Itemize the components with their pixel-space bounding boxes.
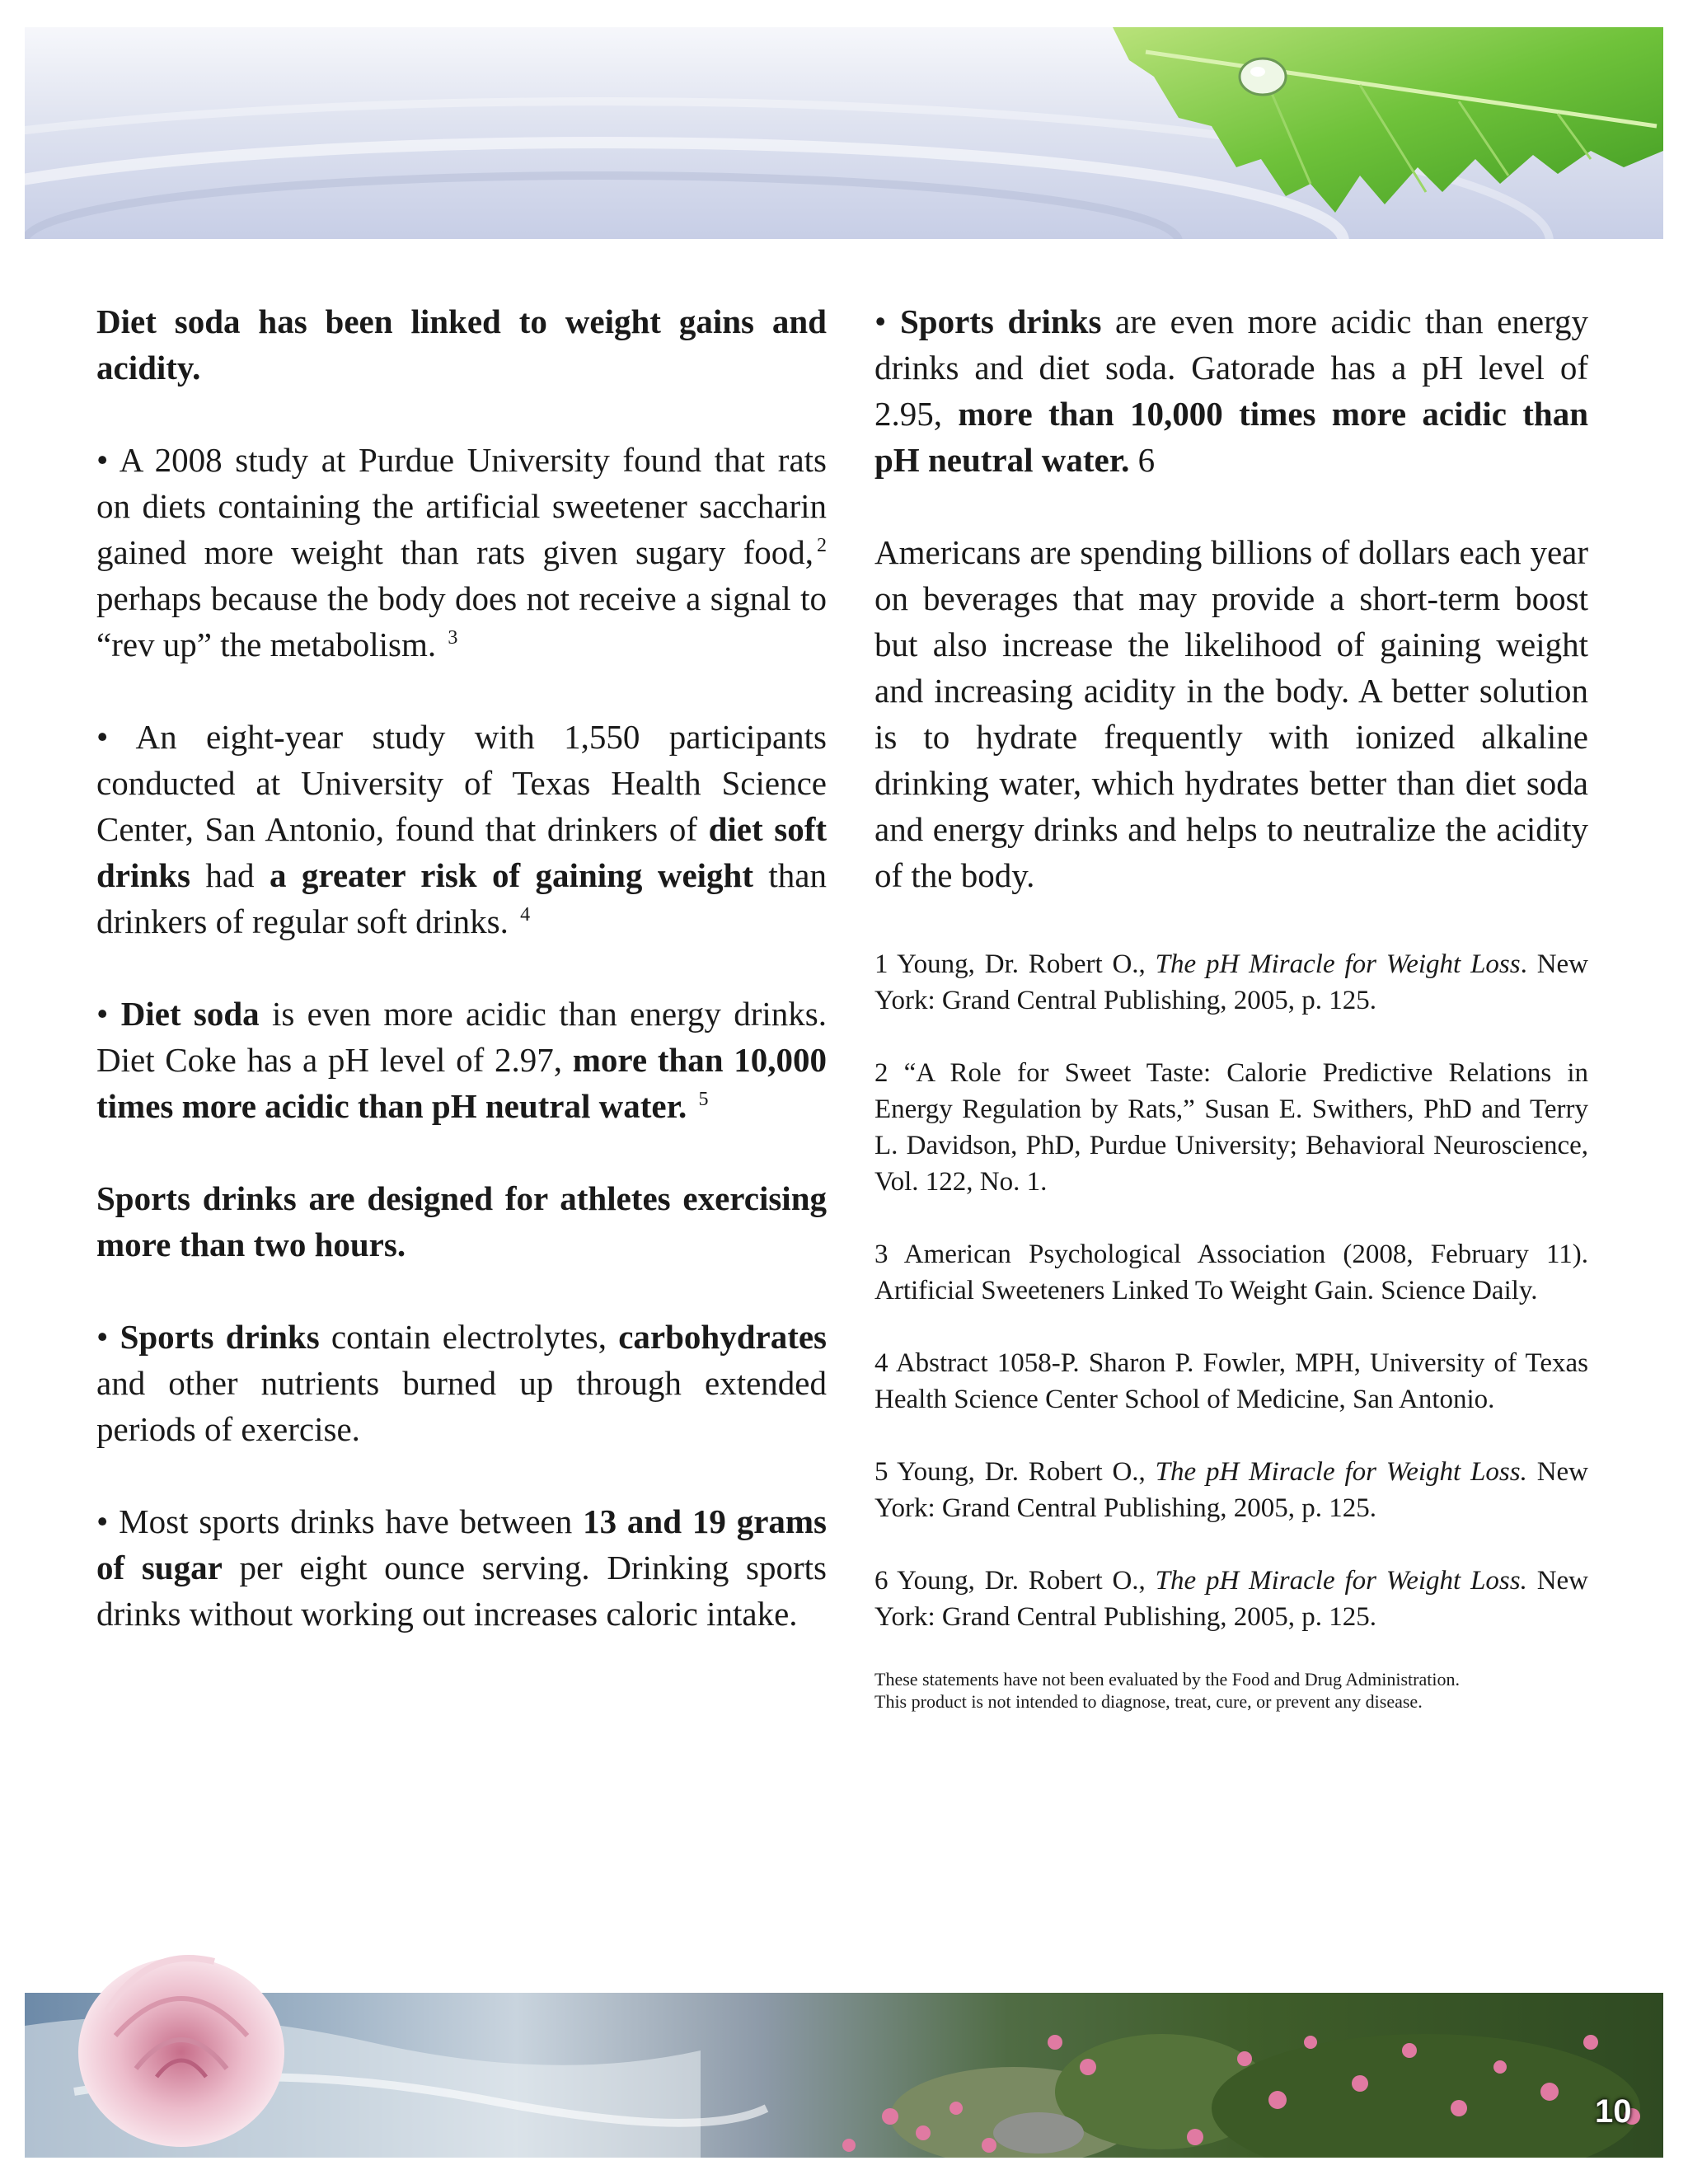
reference-item: 6 Young, Dr. Robert O., The pH Miracle for Weight Loss. New York: Grand Central Publishing, 2005, p. 125.: [874, 1566, 1589, 1632]
bullet-sugar-content: • Most sports drinks have between 13 and 19 grams of sugar per eight ounce serving. Drinking sports drinks without working out increases caloric intake.: [96, 1502, 827, 1633]
bullet-texas-study: • An eight-year study with 1,550 participants conducted at University of Texas Health Science Center, San Antonio, found that drinkers of diet soft drinks had a greater risk of gaining weight than drinkers of regular soft drinks. $^4$: [96, 718, 827, 940]
footnote-ref: 5: [698, 1089, 709, 1111]
page-number: 10: [1595, 2093, 1632, 2130]
footnote-ref: 3: [448, 627, 458, 649]
bullet-sports-drinks-content: • Sports drinks contain electrolytes, carbohydrates and other nutrients burned up through extended periods of exercise.: [96, 1318, 827, 1448]
rose-image: [58, 1912, 305, 2159]
conclusion-paragraph: Americans are spending billions of dollars each year on beverages that may provide a short-term boost but also increase the likelihood of gaining weight and increasing acidity in the body. A better solution is to hydrate frequently with ionized alkaline drinking water, which hydrates better than diet soda and energy drinks and helps to neutralize the acidity of the body.: [874, 533, 1588, 894]
section-heading: Diet soda has been linked to weight gains and acidity.: [96, 302, 827, 387]
footnote-ref: 2: [817, 535, 827, 557]
footnote-ref: 4: [520, 904, 531, 926]
reference-item: 2 “A Role for Sweet Taste: Calorie Predictive Relations in Energy Regulation by Rats,” Susan E. Swithers, PhD and Terry L. Davidson, PhD, Purdue University; Behavioral Neuroscience, Vol. 122, No. 1.: [874, 1058, 1588, 1197]
reference-item: 4 Abstract 1058-P. Sharon P. Fowler, MPH, University of Texas Health Science Center School of Medicine, San Antonio.: [874, 1348, 1588, 1414]
reference-item: 3 American Psychological Association (2008, February 11). Artificial Sweeteners Linked To Weight Gain. Science Daily.: [874, 1240, 1588, 1305]
bullet-sports-drinks-acidity: • Sports drinks are even more acidic than energy drinks and diet soda. Gatorade has a pH level of 2.95, more than 10,000 times more acidic than pH neutral water. 6: [874, 302, 1588, 479]
bullet-diet-soda-acidity: • Diet soda is even more acidic than energy drinks. Diet Coke has a pH level of 2.97, more than 10,000 times more acidic than pH neutral water. $^5$: [96, 995, 828, 1125]
references-list: [874, 946, 1588, 1635]
fda-disclaimer: These statements have not been evaluated by the Food and Drug Administration. This product is not intended to diagnose, treat, cure, or prevent any disease.: [874, 1669, 1460, 1712]
reference-item: 5 Young, Dr. Robert O., The pH Miracle for Weight Loss. New York: Grand Central Publishing, 2005, p. 125.: [874, 1457, 1589, 1523]
right-column: [874, 298, 1588, 1713]
left-column: [96, 298, 827, 1637]
bullet-purdue-study: • A 2008 study at Purdue University found that rats on diets containing the artificial sweetener saccharin gained more weight than rats given sugary food, $^2$ perhaps because the body does not receive a signal to “rev up” the metabolism. $^3$: [96, 441, 827, 663]
reference-item: 1 Young, Dr. Robert O., The pH Miracle for Weight Loss. New York: Grand Central Publishing, 2005, p. 125.: [874, 949, 1589, 1015]
section-heading-sports-drinks: Sports drinks are designed for athletes exercising more than two hours.: [96, 1179, 827, 1263]
header-banner-image: [25, 27, 1663, 239]
